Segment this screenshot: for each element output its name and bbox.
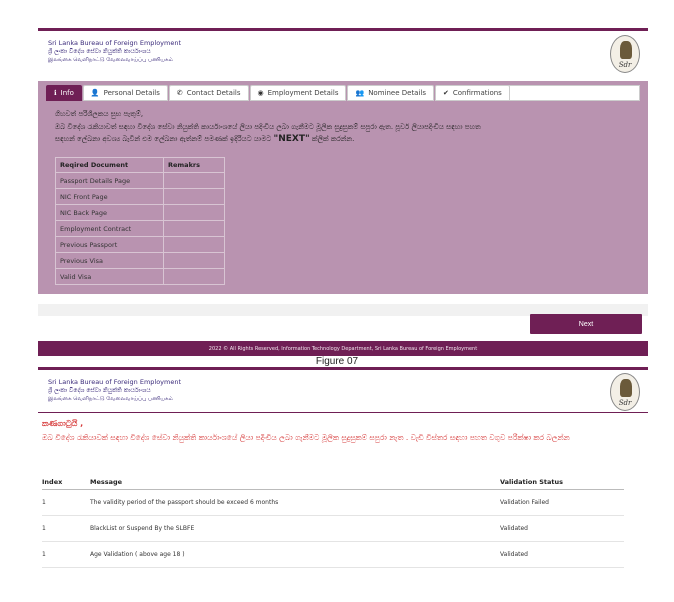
error-message: ඔබ විදේශ රැකියාවක් සඳහා විදේශ සේවා නියුක්ති කාර්යාංශයේ ලියා පදිංචිය ලබා ගැනීමට මූලික සුදුසුකම් සපුරා නැත . වැඩි විස්තර සඳහා පහත වගුව පරීක්ෂා කර බලන්න	[42, 433, 570, 442]
header-divider	[38, 412, 648, 413]
figure-caption: Figure 07	[315, 356, 359, 367]
row-message: Age Validation ( above age 18 )	[90, 542, 500, 568]
table-row	[56, 173, 225, 189]
row-index: 1	[42, 516, 90, 542]
table-row	[56, 237, 225, 253]
remarks-cell	[164, 253, 225, 269]
table-row	[56, 221, 225, 237]
tab-personal-details[interactable]: 👤 Personal Details	[83, 85, 168, 101]
greeting-text: ගිහවත් පරිශීලකය සුභ පැතුම්,	[55, 110, 144, 118]
info-panel	[38, 81, 648, 294]
globe-icon: ◉	[257, 89, 264, 97]
registration-info-screen	[38, 28, 648, 358]
remarks-cell	[164, 221, 225, 237]
spacer	[38, 294, 648, 304]
table-row	[56, 269, 225, 285]
document-name: NIC Back Page	[56, 205, 164, 221]
tab-nominee-details[interactable]: 👥 Nominee Details	[347, 85, 434, 101]
table-row	[42, 542, 624, 568]
remarks-cell	[164, 269, 225, 285]
check-circle-icon: ✔	[443, 89, 449, 97]
row-index: 1	[42, 542, 90, 568]
column-header: Reqired Document	[56, 158, 164, 173]
validation-result-screen	[38, 367, 648, 577]
tab-contact-details[interactable]: ✆ Contact Details	[169, 85, 249, 101]
tab-bar-filler	[496, 85, 640, 101]
group-icon: 👥	[355, 89, 365, 97]
validation-table	[42, 475, 624, 568]
table-header-row	[42, 475, 624, 490]
document-name: NIC Front Page	[56, 189, 164, 205]
site-footer: 2022 © All Rights Reserved, Information Technology Department, Sri Lanka Bureau of Foreign Employment	[38, 341, 648, 356]
document-name: Previous Visa	[56, 253, 164, 269]
row-index: 1	[42, 490, 90, 516]
tab-info[interactable]: ℹ Info	[46, 85, 82, 101]
org-name-tamil: இலங்கை வெளிநாட்டு வேலைவாய்ப்பு பணியகம்	[48, 396, 173, 402]
remarks-cell	[164, 205, 225, 221]
org-name-sinhala: ශ්‍රී ලංකා විදේශ සේවා නියුක්ති කාර්යාංශය	[48, 387, 151, 394]
column-header: Remakrs	[164, 158, 225, 173]
org-name-english: Sri Lanka Bureau of Foreign Employment	[48, 378, 182, 386]
document-name: Valid Visa	[56, 269, 164, 285]
site-header	[38, 31, 648, 81]
status-validated: Validated	[500, 542, 624, 568]
table-row	[56, 253, 225, 269]
status-failed: Validation Failed	[500, 490, 624, 516]
info-icon: ℹ	[54, 89, 57, 97]
tab-bar	[46, 85, 511, 101]
slbfe-logo: Sdr	[610, 373, 640, 411]
tab-confirmations[interactable]: ✔ Confirmations	[435, 85, 510, 101]
document-name: Passport Details Page	[56, 173, 164, 189]
org-name-tamil: இலங்கை வெளிநாட்டு வேலைவாய்ப்பு பணியகம்	[48, 57, 173, 63]
document-name: Previous Passport	[56, 237, 164, 253]
remarks-cell	[164, 189, 225, 205]
error-title: කණගාටුයි ,	[42, 419, 84, 428]
next-keyword: "NEXT"	[273, 134, 310, 144]
required-documents-table	[55, 157, 225, 285]
column-header: Message	[90, 475, 500, 490]
table-row	[56, 205, 225, 221]
status-validated: Validated	[500, 516, 624, 542]
org-name-sinhala: ශ්‍රී ලංකා විදේශ සේවා නියුක්ති කාර්යාංශය	[48, 48, 151, 55]
slbfe-logo: Sdr	[610, 35, 640, 73]
table-row	[42, 516, 624, 542]
remarks-cell	[164, 173, 225, 189]
info-description: ඔබ විදේශ රැකියාවත් සඳහා විදේශ සේවා නියුක්ති කාර්යාංශයේ ලියා පදිංචිය ලබා ගැනීමට මූලික සුදුසුකම් සපුරා ඇත. පූර්ව ලියාපදිංචිය සඳහා පහත සඳහන් ලේඛනා අවශ්‍ය බැවින් එම ලේඛනා ඇත්නම් පමණක් ඉදිරියට යාමට "NEXT" ක්ලික් කරන්න.	[55, 123, 481, 144]
document-name: Employment Contract	[56, 221, 164, 237]
site-header	[38, 370, 648, 414]
table-row	[42, 490, 624, 516]
table-header-row	[56, 158, 225, 173]
user-icon: 👤	[90, 89, 100, 97]
row-message: BlackList or Suspend By the SLBFE	[90, 516, 500, 542]
org-name-english: Sri Lanka Bureau of Foreign Employment	[48, 39, 182, 47]
column-header: Validation Status	[500, 475, 624, 490]
table-row	[56, 189, 225, 205]
column-header: Index	[42, 475, 90, 490]
row-message: The validity period of the passport should be exceed 6 months	[90, 490, 500, 516]
next-button[interactable]: Next	[530, 314, 642, 334]
phone-icon: ✆	[176, 89, 183, 97]
remarks-cell	[164, 237, 225, 253]
tab-employment-details[interactable]: ◉ Employment Details	[250, 85, 347, 101]
